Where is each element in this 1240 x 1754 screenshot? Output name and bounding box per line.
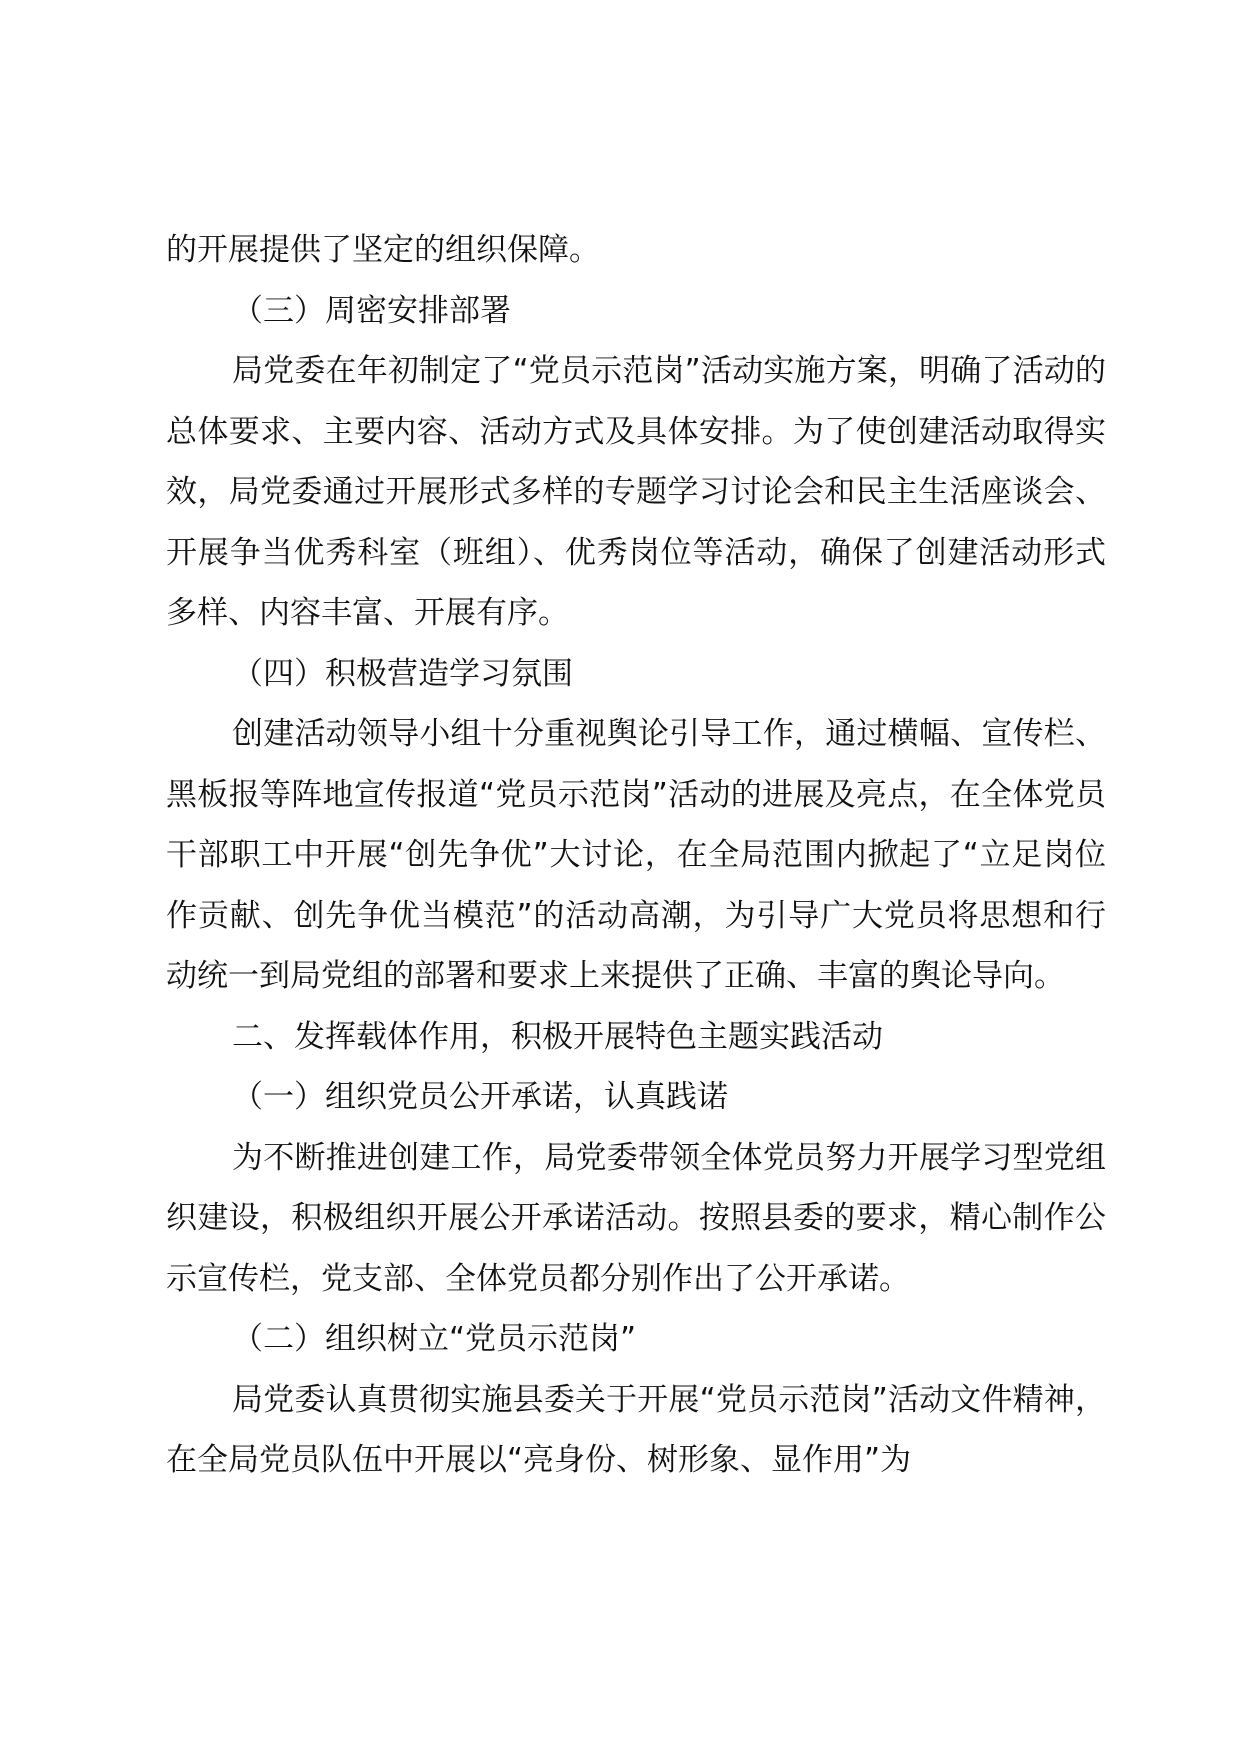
body-paragraph: 局党委在年初制定了“党员示范岗”活动实施方案，明确了活动的总体要求、主要内容、活动方式及具体安排。为了使创建活动取得实效，局党委通过开展形式多样的专题学习讨论会和民主生活座谈会、开展争当优秀科室（班组）、优秀岗位等活动，确保了创建活动形式多样、内容丰富、开展有序。 <box>166 353 1106 631</box>
subheading-er: （二）组织树立“党员示范岗” <box>232 1321 637 1357</box>
subheading-san: （三）周密安排部署 <box>232 292 511 329</box>
subheading-si: （四）积极营造学习氛围 <box>232 655 573 692</box>
body-paragraph: 局党委认真贯彻实施县委关于开展“党员示范岗”活动文件精神，在全局党员队伍中开展以“亮身份、树形象、显作用”为 <box>166 1381 1106 1478</box>
body-paragraph: 为不断推进创建工作，局党委带领全体党员努力开展学习型党组织建设，积极组织开展公开承诺活动。按照县委的要求，精心制作公示宣传栏，党支部、全体党员都分别作出了公开承诺。 <box>166 1139 1106 1297</box>
section-heading-two: 二、发挥载体作用，积极开展特色主题实践活动 <box>232 1018 883 1055</box>
subheading-yi: （一）组织党员公开承诺，认真践诺 <box>232 1079 728 1115</box>
document-body <box>166 220 1106 1491</box>
continuation-paragraph: 的开展提供了坚定的组织保障。 <box>166 232 600 268</box>
body-paragraph: 创建活动领导小组十分重视舆论引导工作，通过横幅、宣传栏、黑板报等阵地宣传报道“党员示范岗”活动的进展及亮点，在全体党员干部职工中开展“创先争优”大讨论，在全局范围内掀起了“立足岗位作贡献、创先争优当模范”的活动高潮，为引导广大党员将思想和行动统一到局党组的部署和要求上来提供了正确、丰富的舆论导向。 <box>166 716 1106 994</box>
